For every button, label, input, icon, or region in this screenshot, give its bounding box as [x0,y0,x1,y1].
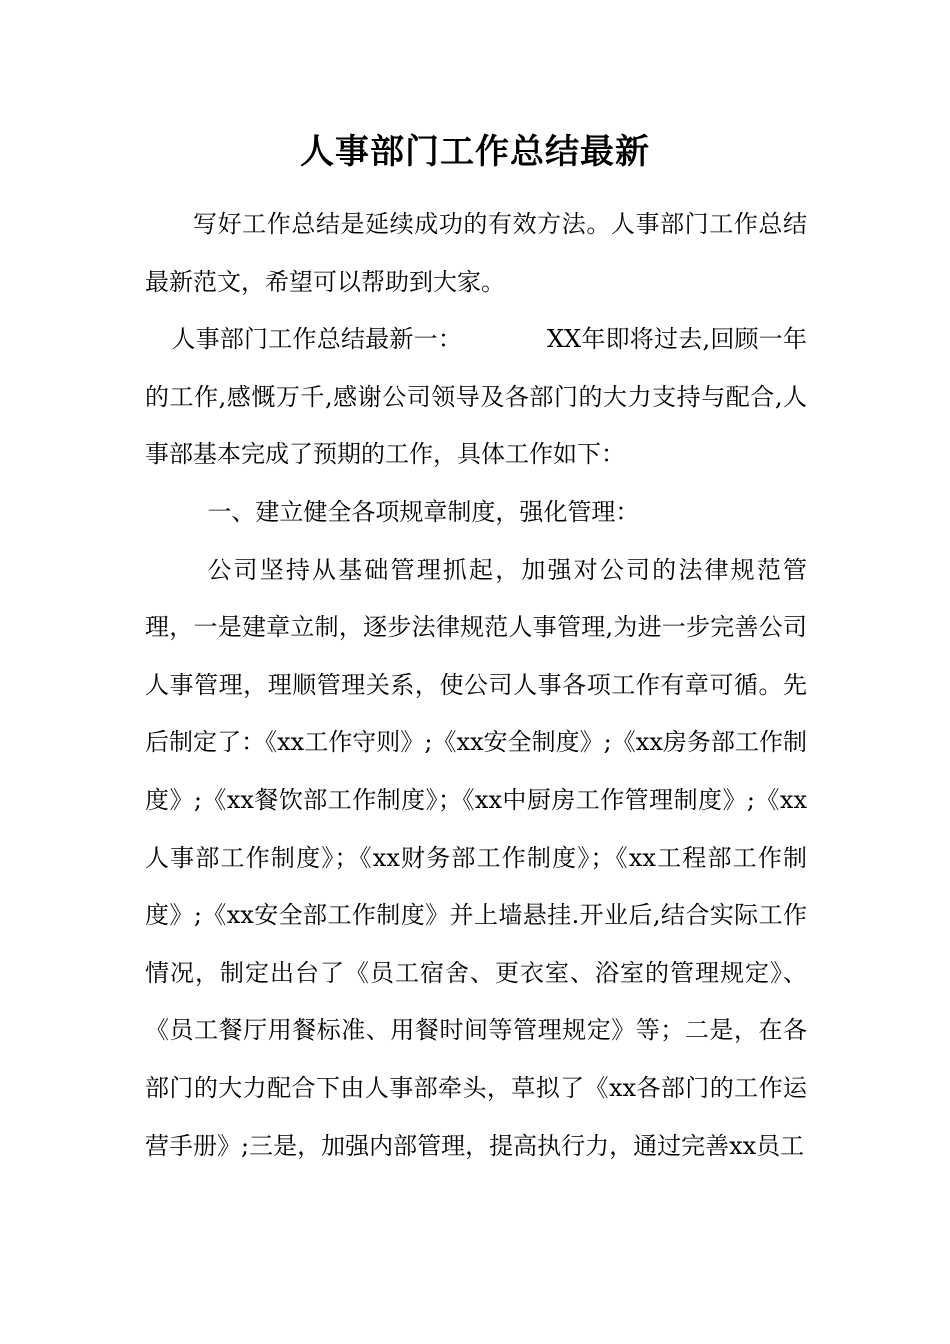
paragraph-section-heading: 一、建立健全各项规章制度，强化管理： [207,497,640,526]
paragraph-intro: 写好工作总结是延续成功的有效方法。人事部门工作总结最新范文，希望可以帮助到大家。 [145,210,807,296]
document-title: 人事部门工作总结最新 [300,132,650,172]
document-body [145,196,807,1175]
paragraph-management: 公司坚持从基础管理抓起，加强对公司的法律规范管理，一是建章立制，逐步法律规范人事管理,为进一步完善公司人事管理，理顺管理关系，使公司人事各项工作有章可循。先后制定了：《xx工作守则》;《xx安全制度》;《xx房务部工作制度》;《xx餐饮部工作制度》；《xx中厨房工作管理制度》;《xx人事部工作制度》；《xx财务部工作制度》；《xx工程部工作制度》;《xx安全部工作制度》并上墙悬挂.开业后,结合实际工作情况，制定出台了《员工宿舍、更衣室、浴室的管理规定》、《员工餐厅用餐标准、用餐时间等管理规定》等；二是，在各部门的大力配合下由人事部牵头，草拟了《xx各部门的工作运营手册》;三是，加强内部管理，提高执行力，通过完善xx员工 [145,555,807,1160]
paragraph-summary-one: 人事部门工作总结最新一： XX年即将过去,回顾一年的工作,感慨万千,感谢公司领导及各部门的大力支持与配合,人事部基本完成了预期的工作，具体工作如下： [145,325,807,469]
